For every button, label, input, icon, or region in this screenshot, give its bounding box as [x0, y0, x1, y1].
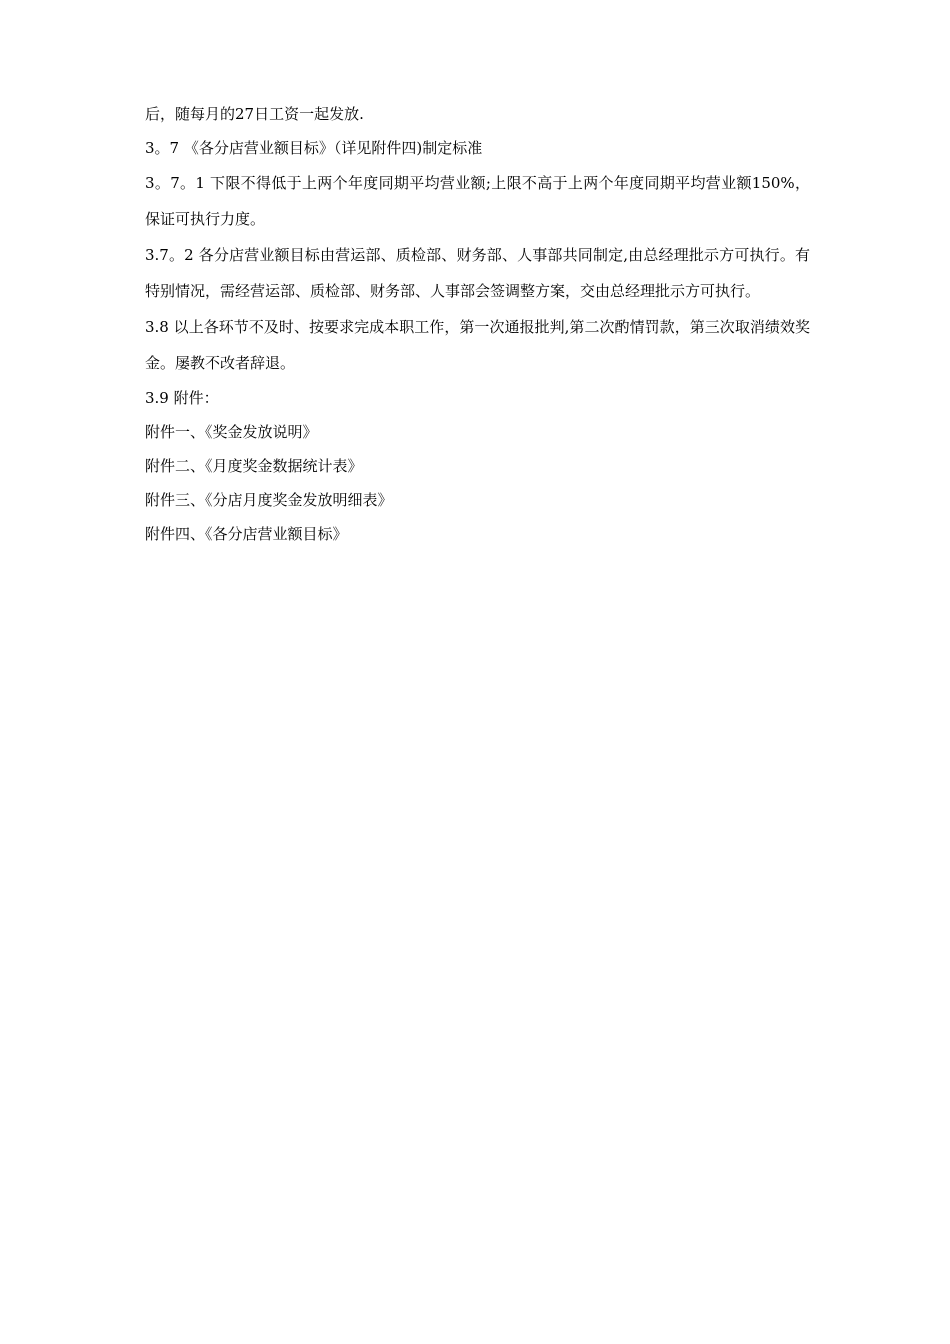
- paragraph-3-8-penalties: 3.8 以上各环节不及时、按要求完成本职工作，第一次通报批判,第二次酌情罚款，第三次取消绩效奖金。屡教不改者辞退。: [145, 318, 810, 372]
- attachment-item-2: 附件二、《月度奖金数据统计表》: [145, 457, 363, 475]
- paragraph-bonus-payment-timing: 后，随每月的27日工资一起发放.: [145, 105, 364, 123]
- heading-3-9-attachments: 3.9 附件：: [145, 389, 219, 407]
- paragraph-3-7-2-target-setting: 3.7。2 各分店营业额目标由营运部、质检部、财务部、人事部共同制定,由总经理批示方可执行。有特别情况，需经营运部、质检部、财务部、人事部会签调整方案，交由总经理批示方可执行。: [145, 246, 810, 300]
- attachment-item-4: 附件四、《各分店营业额目标》: [145, 525, 348, 543]
- document-body: [145, 97, 810, 551]
- heading-3-7-sales-target-standard: 3。7 《各分店营业额目标》（详见附件四)制定标准: [145, 139, 483, 157]
- attachment-item-3: 附件三、《分店月度奖金发放明细表》: [145, 491, 393, 509]
- attachment-item-1: 附件一、《奖金发放说明》: [145, 423, 318, 441]
- paragraph-3-7-1-limits: 3。7。1 下限不得低于上两个年度同期平均营业额;上限不高于上两个年度同期平均营业额150%，保证可执行力度。: [145, 174, 810, 228]
